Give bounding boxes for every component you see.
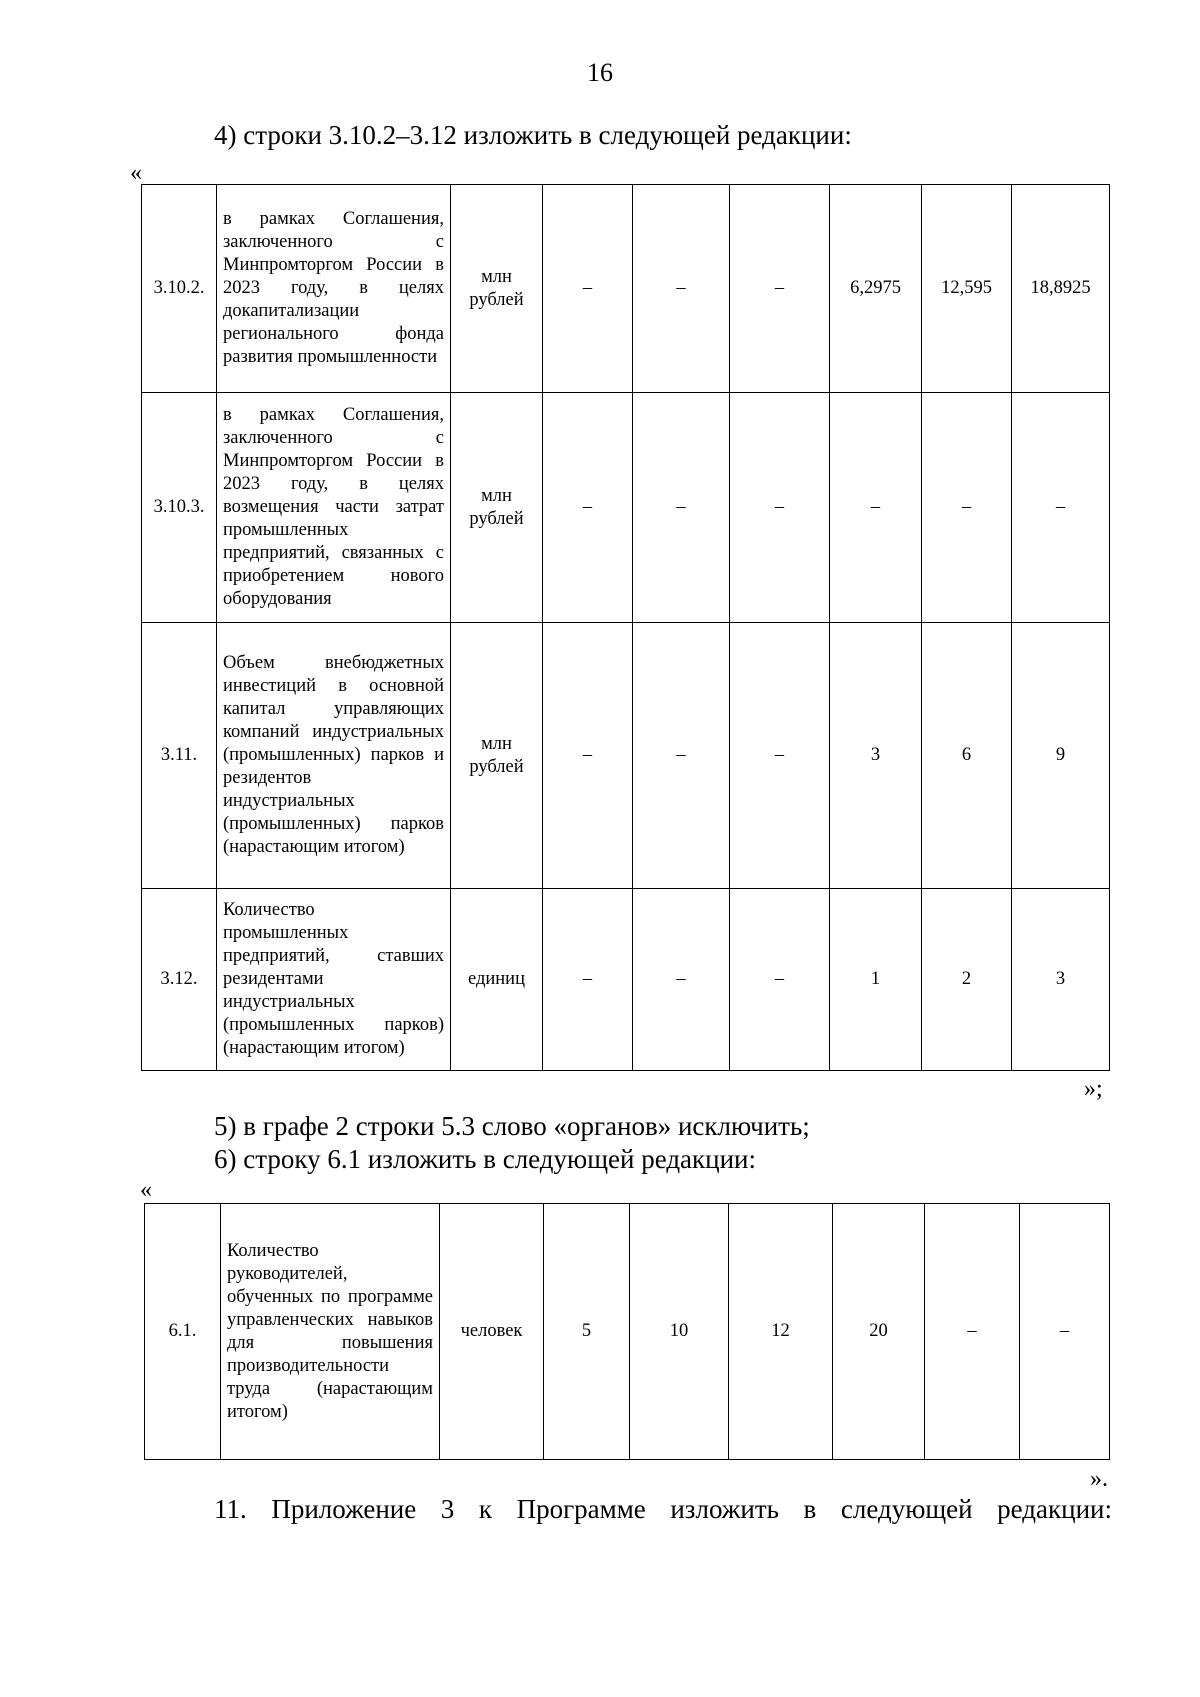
value-cell: 9 xyxy=(1012,623,1110,889)
value-cell: 1 xyxy=(830,889,922,1071)
row-number: 3.12. xyxy=(142,889,217,1071)
indicators-table-2 xyxy=(144,1203,1110,1460)
value-cell: – xyxy=(633,393,730,623)
table-row xyxy=(142,185,1110,393)
value-cell: 6 xyxy=(922,623,1012,889)
row-description: в рамках Соглашения, заключенного с Минпромторгом России в 2023 году, в целях возмещения части затрат промышленных предприятий, связанных с приобретением нового оборудования xyxy=(217,393,451,623)
value-cell: – xyxy=(1012,393,1110,623)
paragraph-11: 11. Приложение 3 к Программе изложить в следующей редакции: xyxy=(214,1494,1112,1524)
value-cell: 12,595 xyxy=(922,185,1012,393)
row-number: 6.1. xyxy=(145,1204,221,1460)
value-cell: – xyxy=(730,623,830,889)
row-number: 3.10.3. xyxy=(142,393,217,623)
value-cell: – xyxy=(730,393,830,623)
value-cell: – xyxy=(543,623,633,889)
row-unit: млн рублей xyxy=(451,623,543,889)
value-cell: 3 xyxy=(830,623,922,889)
value-cell: – xyxy=(543,889,633,1071)
value-cell: 18,8925 xyxy=(1012,185,1110,393)
opening-quote: « xyxy=(130,160,142,186)
value-cell: 2 xyxy=(922,889,1012,1071)
table-row xyxy=(142,623,1110,889)
table-row xyxy=(145,1204,1110,1460)
row-unit: млн рублей xyxy=(451,393,543,623)
row-number: 3.11. xyxy=(142,623,217,889)
row-description: Объем внебюджетных инвестиций в основной капитал управляющих компаний индустриальных (промышленных) парков и резидентов индустриальных (промышленных) парков (нарастающим итогом) xyxy=(217,623,451,889)
value-cell: – xyxy=(925,1204,1020,1460)
paragraph-4: 4) строки 3.10.2–3.12 изложить в следующей редакции: xyxy=(214,120,852,150)
closing-quote: ». xyxy=(1090,1466,1108,1492)
row-description: Количество руководителей, обученных по программе управленческих навыков для повышения производительности труда (нарастающим итогом) xyxy=(221,1204,440,1460)
table-row xyxy=(142,393,1110,623)
value-cell: – xyxy=(543,185,633,393)
row-description: в рамках Соглашения, заключенного с Минпромторгом России в 2023 году, в целях докапитализации регионального фонда развития промышленности xyxy=(217,185,451,393)
value-cell: 6,2975 xyxy=(830,185,922,393)
table-row xyxy=(142,889,1110,1071)
row-unit: млн рублей xyxy=(451,185,543,393)
page-number: 16 xyxy=(587,58,613,87)
indicators-table-1 xyxy=(141,184,1110,1071)
value-cell: – xyxy=(730,889,830,1071)
opening-quote: « xyxy=(140,1177,152,1203)
paragraph-6: 6) строку 6.1 изложить в следующей редакции: xyxy=(214,1144,757,1174)
value-cell: – xyxy=(730,185,830,393)
value-cell: 10 xyxy=(630,1204,729,1460)
value-cell: 5 xyxy=(544,1204,630,1460)
row-unit: человек xyxy=(440,1204,544,1460)
paragraph-5: 5) в графе 2 строки 5.3 слово «органов» исключить; xyxy=(214,1111,810,1141)
value-cell: 12 xyxy=(729,1204,833,1460)
value-cell: 20 xyxy=(833,1204,925,1460)
value-cell: – xyxy=(633,889,730,1071)
value-cell: – xyxy=(830,393,922,623)
row-description: Количество промышленных предприятий, ставших резидентами индустриальных (промышленных парков) (нарастающим итогом) xyxy=(217,889,451,1071)
value-cell: – xyxy=(633,185,730,393)
value-cell: – xyxy=(633,623,730,889)
row-number: 3.10.2. xyxy=(142,185,217,393)
value-cell: – xyxy=(543,393,633,623)
value-cell: – xyxy=(922,393,1012,623)
closing-quote: »; xyxy=(1084,1076,1103,1102)
row-unit: единиц xyxy=(451,889,543,1071)
value-cell: – xyxy=(1020,1204,1110,1460)
value-cell: 3 xyxy=(1012,889,1110,1071)
